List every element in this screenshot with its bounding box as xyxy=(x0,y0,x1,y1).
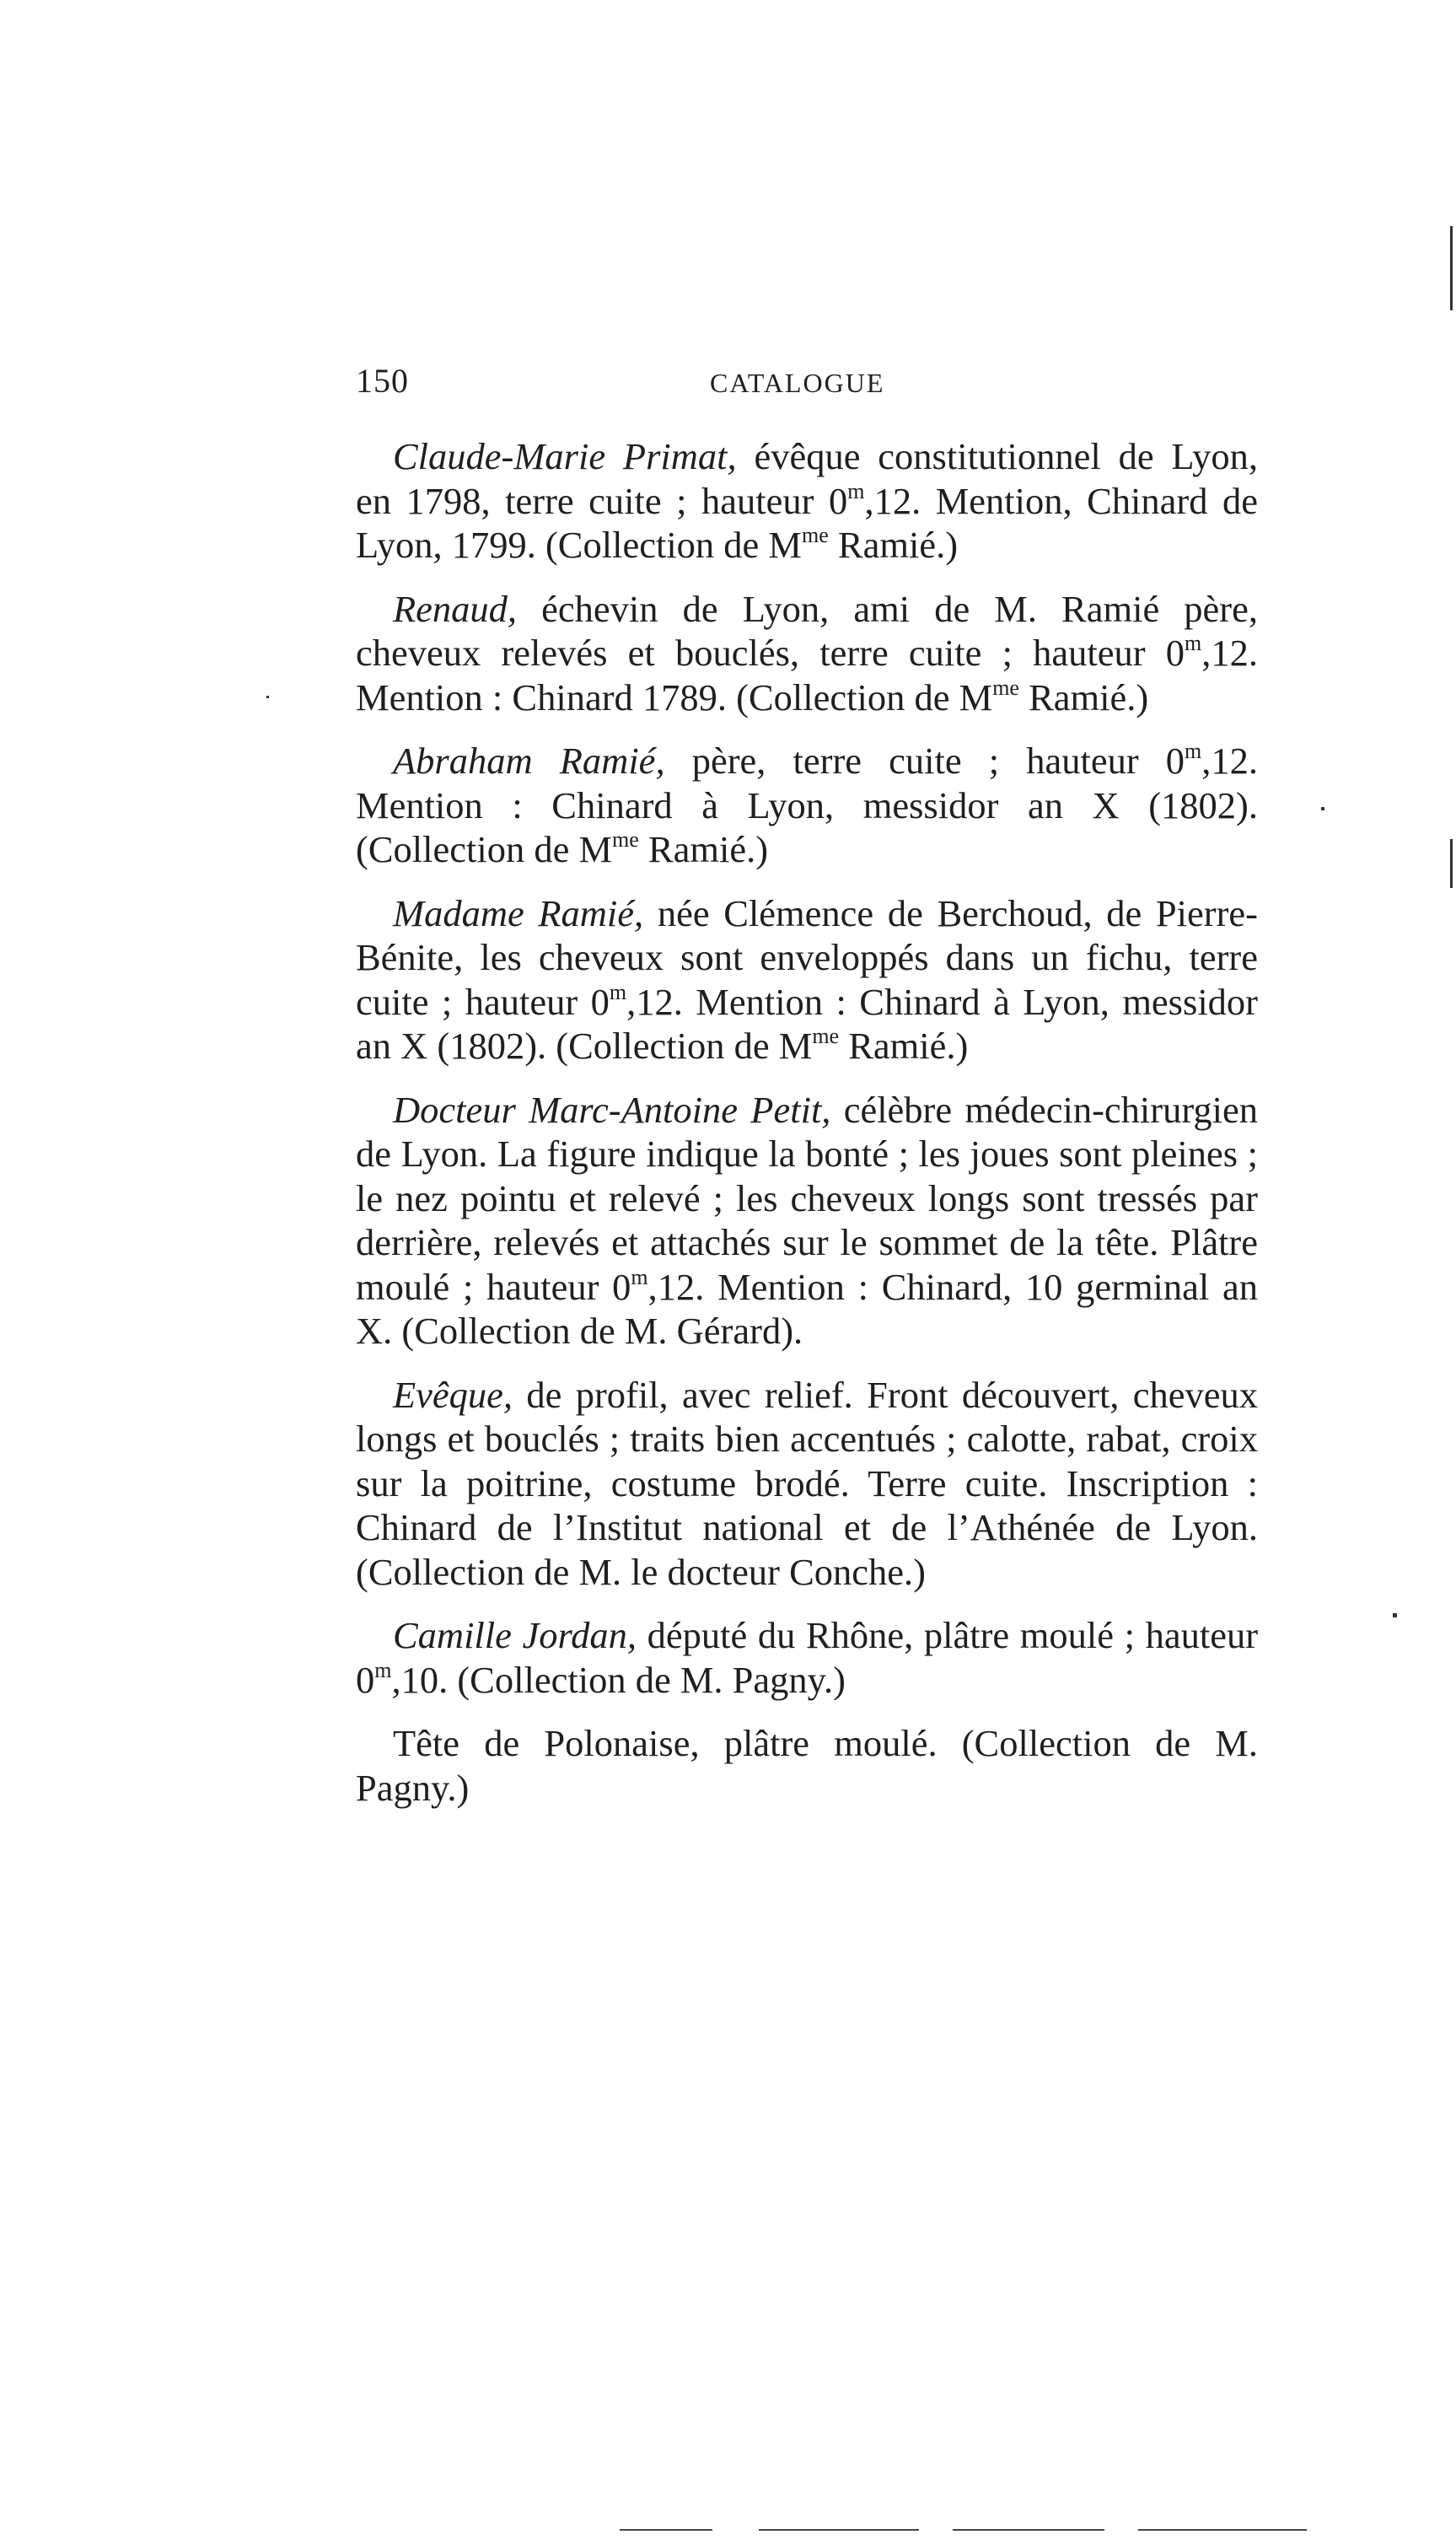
scan-speck xyxy=(1393,1613,1397,1617)
catalogue-entry: Renaud, échevin de Lyon, ami de M. Ramié père, cheveux relevés et bouclés, terre cuite ; hauteur 0$^m$,12. Mention : Chinard 1789. (Collection de $M^{me}$ Ramié.) xyxy=(356,587,1258,718)
scan-bottom-rule xyxy=(1138,2529,1307,2531)
running-title: CATALOGUE xyxy=(710,368,885,398)
entry-name: Evêque, xyxy=(393,1373,513,1416)
catalogue-entry: Docteur Marc-Antoine Petit, célèbre médecin-chirurgien de Lyon. La figure indique la bonté ; les joues sont pleines ; le nez pointu et relevé ; les cheveux longs sont tressés par derrière, relevés et attachés sur le sommet de la tête. Plâtre moulé ; hauteur 0$^m$,12. Mention : Chinard, 10 germinal an X. (Collection de M. Gérard). xyxy=(356,1088,1258,1352)
catalogue-entry: Tête de Polonaise, plâtre moulé. (Collection de M. Pagny.) xyxy=(356,1722,1258,1809)
page-number: 150 xyxy=(356,362,409,400)
catalogue-entry: Abraham Ramié, père, terre cuite ; hauteur 0$^m$,12. Mention : Chinard à Lyon, messidor an X (1802). (Collection de $M^{me}$ Ramié.) xyxy=(356,739,1259,870)
scan-bottom-rule xyxy=(620,2529,712,2531)
scan-margin-mark xyxy=(1450,839,1453,888)
page-header xyxy=(356,361,1258,412)
scan-speck xyxy=(266,696,269,698)
scan-margin-mark xyxy=(1450,226,1453,310)
scan-speck xyxy=(1321,807,1324,810)
entry-name: Abraham Ramié, xyxy=(393,740,665,782)
entry-name: Madame Ramié, xyxy=(393,891,644,934)
entry-name: Docteur Marc-Antoine Petit, xyxy=(393,1088,831,1131)
entry-name: Renaud, xyxy=(393,587,518,630)
scan-bottom-rule xyxy=(759,2529,919,2531)
scan-bottom-rule xyxy=(953,2529,1104,2531)
catalogue-entry: Evêque, de profil, avec relief. Front découvert, cheveux longs et bouclés ; traits bien accentués ; calotte, rabat, croix sur la poitrine, costume brodé. Terre cuite. Inscription : Chinard de l’Institut national et de l’Athénée de Lyon. (Collection de M. le docteur Conche.) xyxy=(356,1373,1258,1593)
catalogue-entry: Camille Jordan, député du Rhône, plâtre moulé ; hauteur 0$^m$,10. (Collection de M. Pagny.) xyxy=(356,1614,1259,1701)
entry-name: Camille Jordan, xyxy=(393,1614,637,1656)
catalogue-entry: Claude-Marie Primat, évêque constitutionnel de Lyon, en 1798, terre cuite ; hauteur 0$^m$,12. Mention, Chinard de Lyon, 1799. (Collection de $M^{me}$ Ramié.) xyxy=(356,435,1259,566)
entry-name: Claude-Marie Primat, xyxy=(393,435,737,477)
catalogue-entry: Madame Ramié, née Clémence de Berchoud, de Pierre-Bénite, les cheveux sont enveloppés dans un fichu, terre cuite ; hauteur 0$^m$,12. Mention : Chinard à Lyon, messidor an X (1802). (Collection de $M^{me}$ Ramié.) xyxy=(356,891,1259,1067)
catalogue-entries xyxy=(356,434,1258,1829)
